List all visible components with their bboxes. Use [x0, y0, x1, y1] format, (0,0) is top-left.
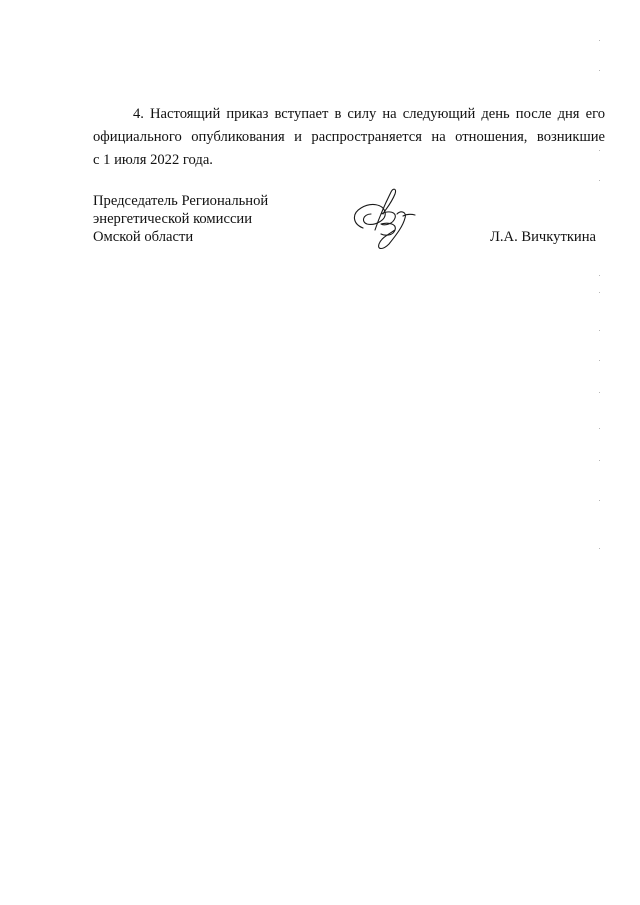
signatory-name: Л.А. Вичкуткина [490, 229, 597, 245]
scan-artifact-dots [598, 30, 602, 550]
signatory-title-line: Председатель Региональной [93, 193, 269, 209]
signatory-title [93, 192, 268, 246]
signatory-title-line: Омской области [93, 229, 194, 245]
paragraph-line: официального опубликования и распространяется на отношения, возникшие [93, 129, 605, 145]
handwritten-signature [345, 184, 425, 254]
paragraph-line: с 1 июля 2022 года. [93, 152, 213, 168]
signatory-title-line: энергетической комиссии [93, 211, 253, 227]
clause-4-paragraph [93, 103, 605, 172]
paragraph-line: 4. Настоящий приказ вступает в силу на следующий день после дня его [133, 106, 605, 122]
